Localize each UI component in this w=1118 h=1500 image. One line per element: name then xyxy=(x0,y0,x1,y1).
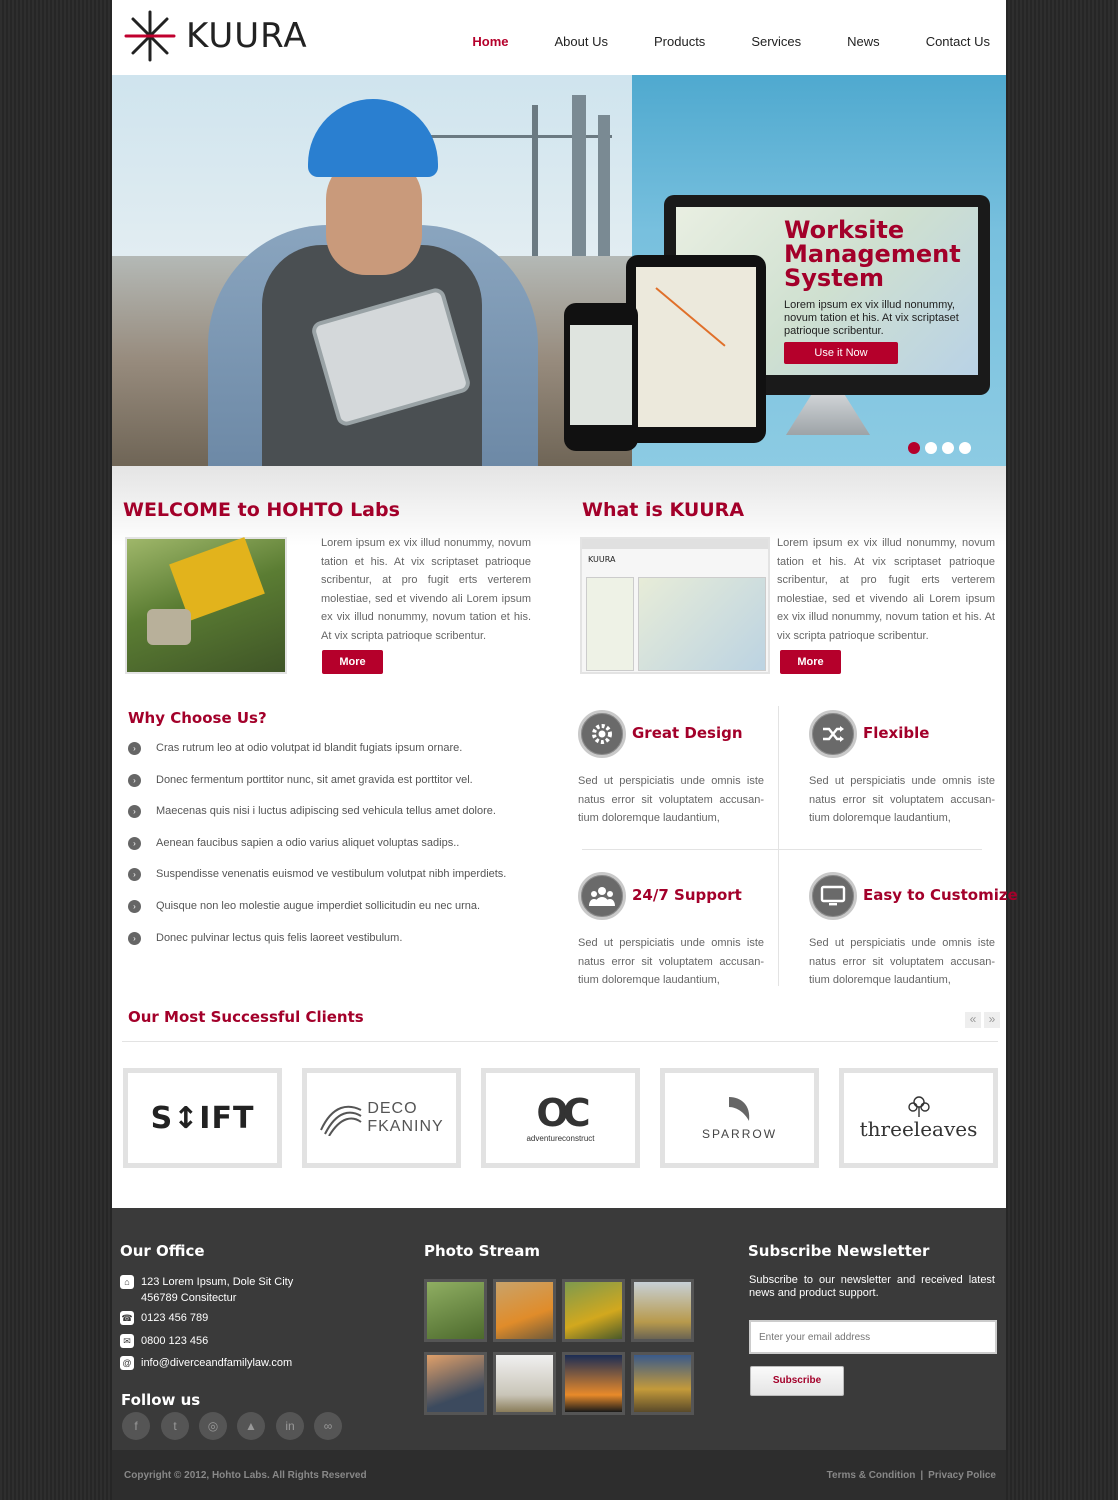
hero-slider xyxy=(112,75,1006,466)
legal-links xyxy=(827,1470,996,1481)
feature-title: 24/7 Support xyxy=(632,886,742,904)
address-line-2: 456789 Consitectur xyxy=(141,1292,237,1304)
monitor-icon xyxy=(809,872,857,920)
office-address xyxy=(120,1274,293,1306)
photo-thumb[interactable] xyxy=(631,1279,694,1342)
photo-thumb[interactable] xyxy=(424,1279,487,1342)
why-item xyxy=(128,932,548,964)
why-item xyxy=(128,805,548,837)
slider-dots xyxy=(908,442,976,454)
photo-thumb[interactable] xyxy=(493,1279,556,1342)
deco-swoosh-icon xyxy=(319,1100,363,1136)
excavator-bucket xyxy=(147,609,191,645)
feature-title: Easy to Customize xyxy=(863,886,1018,904)
dribbble-icon[interactable]: ◎ xyxy=(199,1412,227,1440)
tree-icon xyxy=(904,1095,934,1117)
next-arrow-icon[interactable]: » xyxy=(984,1012,1000,1028)
linkedin-icon[interactable]: in xyxy=(276,1412,304,1440)
why-item xyxy=(128,900,548,932)
deco-line1: DECO xyxy=(367,1100,418,1117)
chevron-right-icon: › xyxy=(128,900,141,913)
deco-line2: FKANINY xyxy=(367,1118,444,1135)
gear-icon xyxy=(578,710,626,758)
photo-thumb[interactable] xyxy=(493,1352,556,1415)
why-title: Why Choose Us? xyxy=(128,709,267,727)
nav-services[interactable]: Services xyxy=(751,34,802,49)
office-fax xyxy=(120,1333,208,1349)
why-item xyxy=(128,837,548,869)
users-icon xyxy=(578,872,626,920)
feature-text: Sed ut perspiciatis unde omnis iste natus error sit voluptatem accusan-tium doloremque laudantium, xyxy=(809,937,995,986)
why-item xyxy=(128,774,548,806)
chevron-right-icon: › xyxy=(128,805,141,818)
feature-divider-horizontal xyxy=(582,849,982,850)
tablet-device xyxy=(626,255,766,443)
adventure-logo-text: adventureconstruct xyxy=(526,1133,595,1143)
monitor-stand xyxy=(786,395,870,435)
why-item-text: Quisque non leo molestie augue imperdiet sollicitudin eu nec urna. xyxy=(156,899,481,912)
fax-number: 0800 123 456 xyxy=(141,1335,209,1347)
feature-text: Sed ut perspiciatis unde omnis iste natus error sit voluptatem accusan-tium doloremque laudantium, xyxy=(578,775,764,824)
screenshot-logo: KUURA xyxy=(588,555,616,564)
chevron-right-icon: › xyxy=(128,742,141,755)
screenshot-sidebar xyxy=(586,577,634,671)
nav-news[interactable]: News xyxy=(847,34,880,49)
oc-logo-mark: OC xyxy=(536,1090,585,1135)
tablet-screen xyxy=(636,267,756,427)
office-title: Our Office xyxy=(120,1242,205,1260)
lastfm-icon[interactable]: ∞ xyxy=(314,1412,342,1440)
use-it-now-button[interactable]: Use it Now xyxy=(784,342,898,364)
feature-text: Sed ut perspiciatis unde omnis iste natus error sit voluptatem accusan-tium doloremque laudantium, xyxy=(809,775,995,824)
feature-divider-vertical xyxy=(778,706,779,986)
mail-icon: @ xyxy=(120,1356,134,1370)
clients-title: Our Most Successful Clients xyxy=(128,1008,364,1026)
phone-device xyxy=(564,303,638,451)
chat-icon: ✉ xyxy=(120,1334,134,1348)
excavator-photo xyxy=(125,537,287,674)
email-link[interactable]: info@diverceandfamilylaw.com xyxy=(141,1357,293,1369)
slider-dot-3[interactable] xyxy=(942,442,954,454)
chevron-right-icon: › xyxy=(128,932,141,945)
browser-bar xyxy=(582,539,768,549)
threeleaves-logo-text: threeleaves xyxy=(859,1117,978,1141)
privacy-link[interactable]: Privacy Police xyxy=(928,1470,996,1481)
subscribe-button[interactable]: Subscribe xyxy=(750,1366,844,1396)
clients-carousel-nav xyxy=(962,1012,1000,1028)
why-item xyxy=(128,868,548,900)
feature-text: Sed ut perspiciatis unde omnis iste natus error sit voluptatem accusan-tium doloremque laudantium, xyxy=(578,937,764,986)
kuura-app-screenshot xyxy=(580,537,770,674)
slider-dot-2[interactable] xyxy=(925,442,937,454)
client-logo-threeleaves[interactable] xyxy=(839,1068,998,1168)
site-logo[interactable] xyxy=(122,6,322,66)
what-text: Lorem ipsum ex vix illud nonummy, novum tation et his. At vix scriptaset patrioque scribentur, at pro fugit erts verterem molestiae, sed et vivendo ali Lorem ipsum ex vix illud nonummy, novum tation et his. At vix scripta patrioque scribentur. xyxy=(777,537,995,642)
feature-title: Great Design xyxy=(632,724,743,742)
welcome-more-button[interactable]: More xyxy=(322,650,383,674)
nav-home[interactable]: Home xyxy=(472,34,509,49)
kuura-logo-icon xyxy=(122,8,178,64)
welcome-title: WELCOME to HOHTO Labs xyxy=(123,499,400,521)
link-separator: | xyxy=(920,1470,924,1481)
client-logo-sparrow[interactable] xyxy=(660,1068,819,1168)
nav-about-us[interactable]: About Us xyxy=(554,34,608,49)
address-line-1: 123 Lorem Ipsum, Dole Sit City xyxy=(141,1276,294,1288)
terms-link[interactable]: Terms & Condition xyxy=(826,1470,916,1481)
copyright: Copyright © 2012, Hohto Labs. All Rights Reserved xyxy=(124,1470,367,1481)
logo-text: KUURA xyxy=(186,16,308,56)
chevron-right-icon: › xyxy=(128,774,141,787)
screenshot-map xyxy=(638,577,766,671)
client-logo-deco-fkaniny[interactable] xyxy=(302,1068,461,1168)
slider-dot-4[interactable] xyxy=(959,442,971,454)
office-phone xyxy=(120,1310,208,1326)
route-line xyxy=(655,287,725,346)
twitter-icon[interactable]: t xyxy=(161,1412,189,1440)
main-content xyxy=(112,466,1018,1208)
bottom-bar xyxy=(112,1450,1006,1500)
address-block xyxy=(141,1274,293,1306)
shift-logo-text: S↕IFT xyxy=(150,1100,255,1136)
client-logo-shift[interactable] xyxy=(123,1068,282,1168)
photo-stream-title: Photo Stream xyxy=(424,1242,540,1260)
why-item-text: Cras rutrum leo at odio volutpat id blandit fugiats ipsum ornare. xyxy=(156,742,463,754)
office-email xyxy=(120,1355,292,1371)
forrst-icon[interactable]: ▲ xyxy=(237,1412,265,1440)
photo-thumb[interactable] xyxy=(562,1352,625,1415)
facebook-icon[interactable]: f xyxy=(122,1412,150,1440)
why-item-text: Aenean faucibus sapien a odio varius aliquet voluptas sadips.. xyxy=(156,836,460,849)
hero-text: Lorem ipsum ex vix illud nonummy, novum tation et his. At vix scriptaset patrioque scribentur. xyxy=(784,299,959,337)
main-nav xyxy=(472,34,990,49)
newsletter-email-input[interactable] xyxy=(749,1320,997,1354)
prev-arrow-icon[interactable]: « xyxy=(965,1012,981,1028)
photo-thumb[interactable] xyxy=(562,1279,625,1342)
clients-divider xyxy=(122,1041,998,1042)
sparrow-logo-text: SPARROW xyxy=(701,1127,778,1141)
why-item-text: Suspendisse venenatis euismod ve vestibulum volutpat nibh imperdiets. xyxy=(156,868,507,881)
phone-number: 0123 456 789 xyxy=(141,1312,209,1324)
why-item-text: Donec pulvinar lectus quis felis laoreet vestibulum. xyxy=(156,931,403,944)
welcome-text: Lorem ipsum ex vix illud nonummy, novum tation et his. At vix scriptaset patrioque scribentur, at pro fugit erts verterem molestiae, sed et vivendo ali Lorem ipsum ex vix illud nonummy, novum tation et his. At vix scripta patrioque scribentur. xyxy=(321,537,531,642)
newsletter-text: Subscribe to our newsletter and received latest news and product support. xyxy=(749,1274,995,1299)
page xyxy=(112,0,1018,1500)
chevron-right-icon: › xyxy=(128,868,141,881)
chevron-right-icon: › xyxy=(128,837,141,850)
what-title: What is KUURA xyxy=(582,499,745,521)
follow-title: Follow us xyxy=(121,1391,201,1409)
hero-title: Worksite Management System xyxy=(784,216,961,292)
photo-thumb[interactable] xyxy=(424,1352,487,1415)
feature-title: Flexible xyxy=(863,724,930,742)
why-list xyxy=(128,742,548,963)
nav-products[interactable]: Products xyxy=(654,34,706,49)
site-header xyxy=(112,0,1006,75)
deco-logo-text xyxy=(367,1100,443,1136)
shuffle-icon xyxy=(809,710,857,758)
home-icon: ⌂ xyxy=(120,1275,134,1289)
photo-thumb[interactable] xyxy=(631,1352,694,1415)
why-item xyxy=(128,742,548,774)
what-more-button[interactable]: More xyxy=(780,650,841,674)
slider-dot-1[interactable] xyxy=(908,442,920,454)
sparrow-bird-icon xyxy=(725,1095,755,1123)
site-footer xyxy=(112,1208,1006,1450)
newsletter-title: Subscribe Newsletter xyxy=(748,1242,930,1260)
nav-contact-us[interactable]: Contact Us xyxy=(925,34,990,49)
why-item-text: Maecenas quis nisi i luctus adipiscing sed vehicula tellus amet dolore. xyxy=(156,805,496,818)
phone-icon: ☎ xyxy=(121,1313,133,1323)
client-logo-adventure-construct[interactable] xyxy=(481,1068,640,1168)
why-item-text: Donec fermentum porttitor nunc, sit amet gravida est porttitor vel. xyxy=(156,773,473,786)
phone-screen xyxy=(570,325,632,425)
